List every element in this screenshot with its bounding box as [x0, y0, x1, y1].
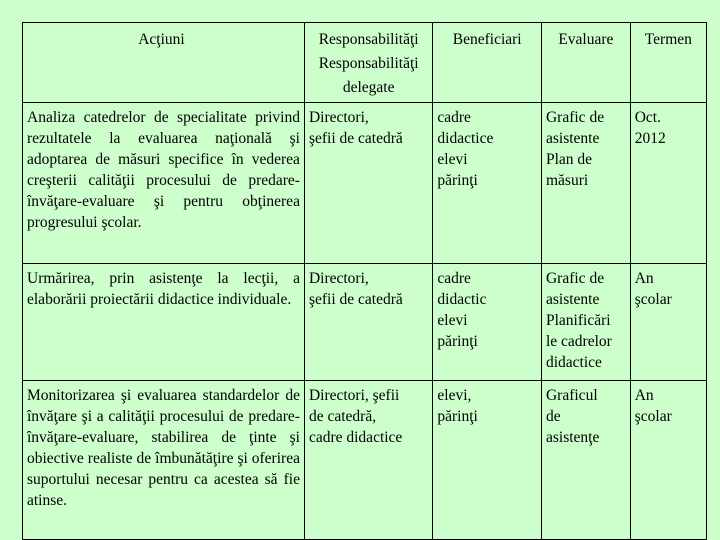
header-evaluare: Evaluare	[541, 23, 630, 103]
cell-evaluare: Grafic de asistente Plan de măsuri	[541, 103, 630, 264]
cell-evaluare: Grafic de asistente Planificări le cadrelor didactice	[541, 264, 630, 381]
header-row	[23, 23, 707, 103]
action-plan-table	[22, 22, 707, 540]
cell-actiune: Monitorizarea şi evaluarea standardelor de învăţare şi a calităţii procesului de predare-învăţare-evaluare, stabilirea de ţinte şi obiective realiste de îmbunătăţire şi oferirea suportului necesar pentru ca acestea să fie atinse.	[23, 381, 305, 540]
table-row	[23, 103, 707, 264]
cell-actiune: Analiza catedrelor de specialitate privind rezultatele la evaluarea naţională şi adoptarea de măsuri specifice în vederea creşterii calităţii procesului de predare-învăţare-evaluare şi pentru obţinerea progresului şcolar.	[23, 103, 305, 264]
cell-responsabili: Directori, şefii de catedră, cadre didactice	[304, 381, 432, 540]
cell-beneficiari: elevi, părinţi	[433, 381, 542, 540]
cell-responsabili: Directori, şefii de catedră	[304, 264, 432, 381]
cell-beneficiari: cadre didactice elevi părinţi	[433, 103, 542, 264]
cell-evaluare: Graficul de asistenţe	[541, 381, 630, 540]
cell-actiune: Urmărirea, prin asistenţe la lecţii, a elaborării proiectării didactice individuale.	[23, 264, 305, 381]
cell-responsabili: Directori, şefii de catedră	[304, 103, 432, 264]
cell-termen: An şcolar	[630, 264, 706, 381]
header-responsabilitati: Responsabilităţi Responsabilităţi delegate	[304, 23, 432, 103]
table-row	[23, 381, 707, 540]
header-beneficiari: Beneficiari	[433, 23, 542, 103]
table-row	[23, 264, 707, 381]
cell-beneficiari: cadre didactic elevi părinţi	[433, 264, 542, 381]
cell-termen: Oct. 2012	[630, 103, 706, 264]
cell-termen: An şcolar	[630, 381, 706, 540]
header-actiuni: Acţiuni	[23, 23, 305, 103]
header-termen: Termen	[630, 23, 706, 103]
